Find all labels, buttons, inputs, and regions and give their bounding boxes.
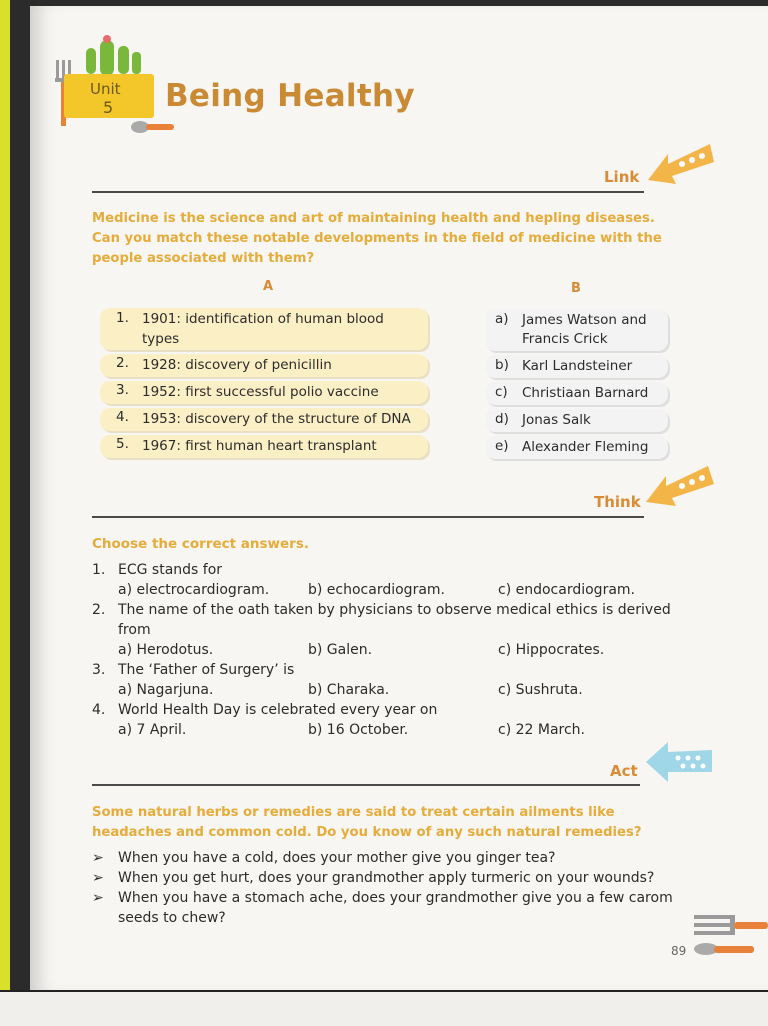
garden-tools-icon [690,905,768,965]
question-4-option-a: a) 7 April. [118,722,187,738]
question-3-number: 3. [92,662,106,678]
link-label: Link [604,168,640,186]
unit-label: Unit [90,80,121,98]
question-1-option-c: c) endocardiogram. [498,582,635,598]
item-text: James Watson and Francis Crick [522,312,647,347]
question-3-text: The ‘Father of Surgery’ is [118,662,295,678]
item-letter: c) [495,384,508,400]
page-title: Being Healthy [165,78,415,114]
question-2-option-c: c) Hippocrates. [498,642,605,658]
link-arrow-icon [646,140,716,188]
item-text: Christiaan Barnard [522,385,649,401]
question-3-option-c: c) Sushruta. [498,682,583,698]
act-divider [92,784,640,786]
match-item-b-a [485,309,668,351]
question-2-text-line-1: The name of the oath taken by physicians to observe medical ethics is derived [118,602,671,618]
item-text: 1967: first human heart transplant [142,438,377,454]
question-2-option-a: a) Herodotus. [118,642,214,658]
think-divider [92,516,644,518]
item-letter: d) [495,411,509,427]
scan-edge [0,0,10,1024]
item-number: 3. [116,382,129,398]
match-item-a-4 [100,408,428,431]
match-item-b-c [485,382,668,405]
question-1-number: 1. [92,562,106,578]
question-4-text: World Health Day is celebrated every year on [118,702,438,718]
match-item-a-5 [100,435,428,458]
act-arrow-icon [644,740,716,786]
question-1-text: ECG stands for [118,562,223,578]
item-text: 1953: discovery of the structure of DNA [142,411,411,427]
match-item-b-e [485,436,668,459]
bullet-arrow-icon: ➢ [92,850,104,866]
column-a-heading: A [263,279,274,294]
question-2-text-line-2: from [118,622,151,638]
page-bottom-edge [0,990,768,1026]
item-letter: e) [495,438,509,454]
page-number: 89 [671,944,687,958]
item-number: 4. [116,409,129,425]
bullet-text: When you get hurt, does your grandmother apply turmeric on your wounds? [118,870,655,886]
bullet-arrow-icon: ➢ [92,890,104,906]
bullet-arrow-icon: ➢ [92,870,104,886]
think-label: Think [594,493,641,511]
cactus-icon [72,34,152,74]
question-3-option-a: a) Nagarjuna. [118,682,214,698]
column-b-heading: B [571,281,581,296]
match-item-a-1 [100,308,428,350]
question-4-option-b: b) 16 October. [308,722,409,738]
question-1-option-b: b) echocardiogram. [308,582,445,598]
item-letter: a) [495,311,509,327]
item-text: 1901: identification of human blood types [142,311,384,347]
think-instruction: Choose the correct answers. [92,536,309,552]
act-label: Act [610,762,638,780]
link-intro: Medicine is the science and art of maintaining health and hepling diseases. Can you match these notable developments in the field of medicine with the people associated with them? [92,211,662,266]
think-arrow-icon [644,460,716,508]
trowel-icon [130,116,175,136]
item-number: 1. [116,310,129,326]
act-instruction: Some natural herbs or remedies are said to treat certain ailments like headaches and common cold. Do you know of any such natural remedies? [92,805,642,840]
item-text: Alexander Fleming [522,439,649,455]
link-divider [92,191,644,193]
match-item-a-3 [100,381,428,404]
item-letter: b) [495,357,509,373]
item-number: 2. [116,355,129,371]
question-4-number: 4. [92,702,106,718]
question-3-option-b: b) Charaka. [308,682,390,698]
unit-number: 5 [103,98,114,117]
question-1-option-a: a) electrocardiogram. [118,582,270,598]
question-4-option-c: c) 22 March. [498,722,586,738]
item-text: Jonas Salk [522,412,591,428]
item-text: 1928: discovery of penicillin [142,357,332,373]
match-item-b-d [485,409,668,432]
question-2-number: 2. [92,602,106,618]
item-number: 5. [116,436,129,452]
item-text: Karl Landsteiner [522,358,633,374]
question-2-option-b: b) Galen. [308,642,373,658]
item-text: 1952: first successful polio vaccine [142,384,379,400]
bullet-text: When you have a cold, does your mother give you ginger tea? [118,850,556,866]
match-item-a-2 [100,354,428,377]
match-item-b-b [485,355,668,378]
bullet-text: When you have a stomach ache, does your grandmother give you a few carom seeds to chew? [118,890,673,926]
